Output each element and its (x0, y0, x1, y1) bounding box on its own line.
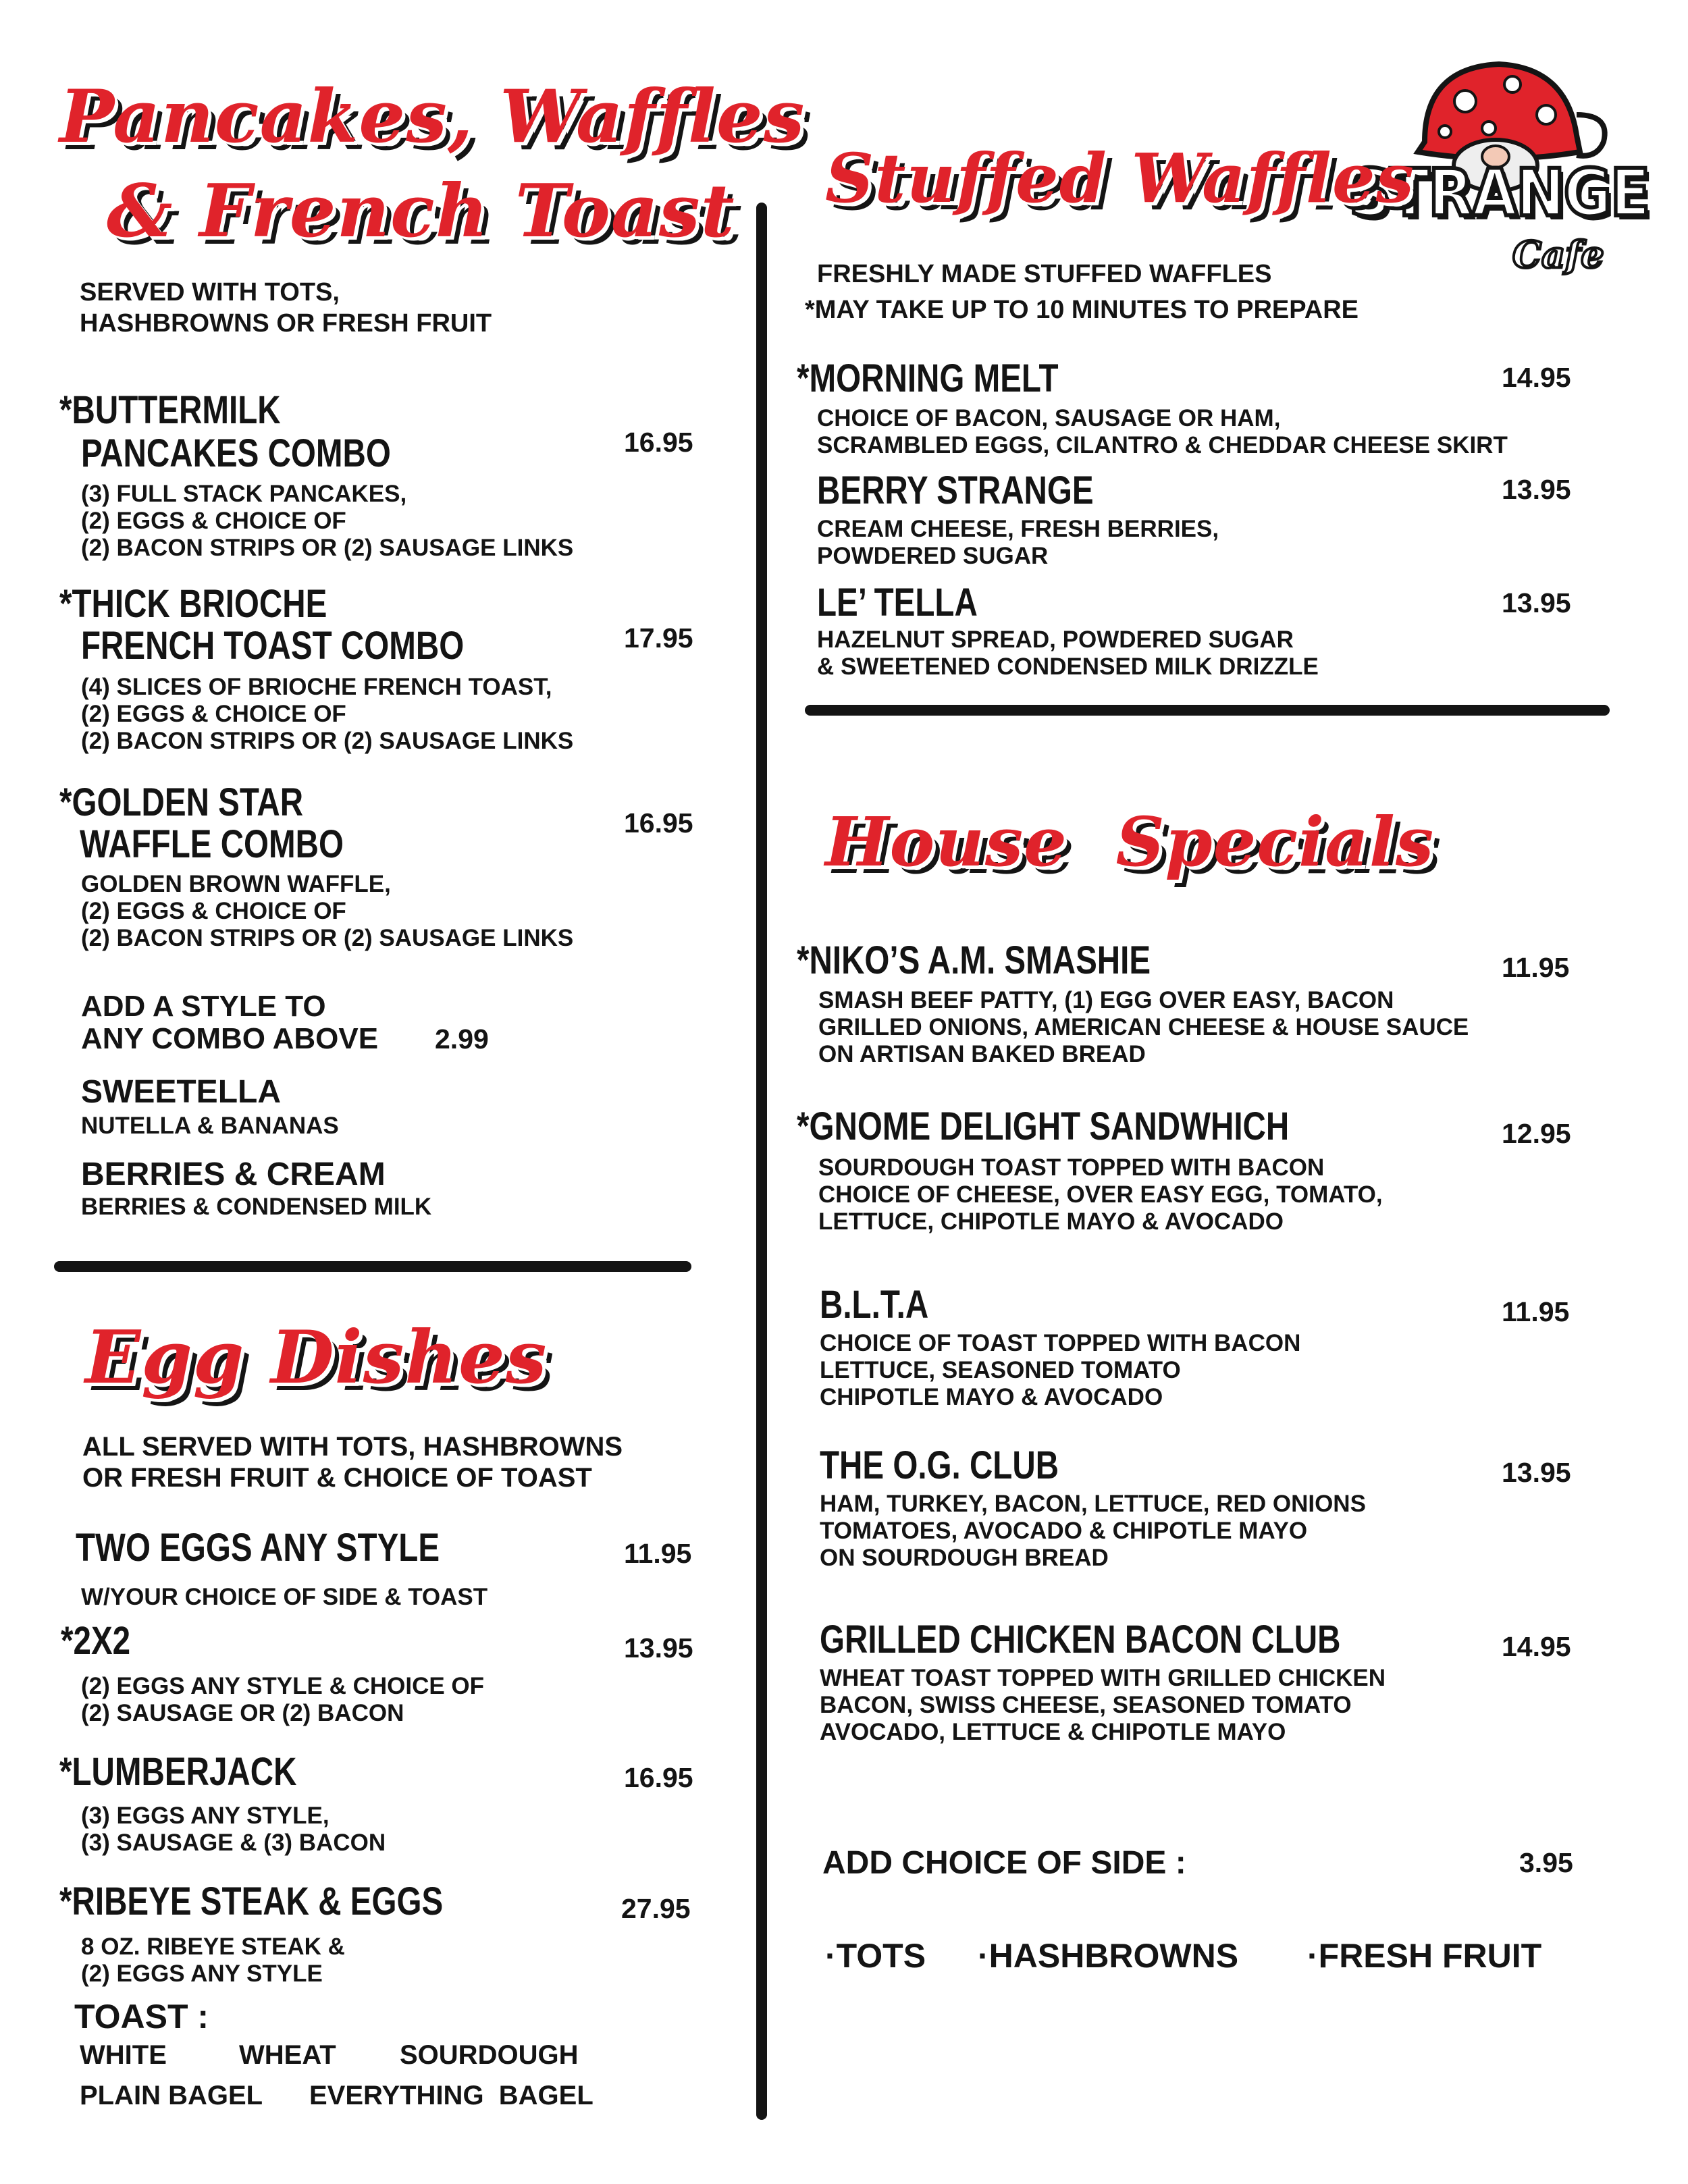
add-side-label: ADD CHOICE OF SIDE : (822, 1845, 1186, 1881)
item-price-buttermilk: 16.95 (624, 427, 693, 458)
item-name-brioche-line2: FRENCH TOAST COMBO (81, 624, 465, 668)
item-desc-waffle: GOLDEN BROWN WAFFLE, (2) EGGS & CHOICE OF (2) BACON STRIPS OR (2) SAUSAGE LINKS (81, 871, 574, 951)
toast-option-plain-bagel: PLAIN BAGEL (80, 2081, 263, 2110)
style-name-berries: BERRIES & CREAM (81, 1156, 386, 1192)
item-desc-brioche: (4) SLICES OF BRIOCHE FRENCH TOAST, (2) EGGS & CHOICE OF (2) BACON STRIPS OR (2) SAUSAGE LINKS (81, 674, 574, 754)
style-desc-berries: BERRIES & CONDENSED MILK (81, 1194, 432, 1220)
item-name-og-club: THE O.G. CLUB (820, 1443, 1059, 1487)
side-option-fresh-fruit: ·FRESH FRUIT (1307, 1937, 1542, 1975)
stuffed-title: Stuffed Waffles (825, 138, 1415, 218)
stuffed-note-line2: *MAY TAKE UP TO 10 MINUTES TO PREPARE (805, 296, 1359, 324)
item-price-le-tella: 13.95 (1502, 587, 1571, 618)
item-name-brioche-line1: *THICK BRIOCHE (59, 582, 327, 626)
item-desc-buttermilk: (3) FULL STACK PANCAKES, (2) EGGS & CHOICE OF (2) BACON STRIPS OR (2) SAUSAGE LINKS (81, 481, 574, 561)
item-name-waffle-line2: WAFFLE COMBO (80, 822, 344, 866)
eggs-served-with: ALL SERVED WITH TOTS, HASHBROWNS OR FRESH FRUIT & CHOICE OF TOAST (82, 1432, 623, 1493)
add-style-line1: ADD A STYLE TO (81, 990, 326, 1023)
style-desc-sweetella: NUTELLA & BANANAS (81, 1113, 339, 1139)
toast-option-white: WHITE (80, 2040, 167, 2070)
item-name-buttermilk-line1: *BUTTERMILK (59, 388, 281, 432)
item-name-smashie: *NIKO’S A.M. SMASHIE (797, 938, 1151, 982)
item-desc-smashie: SMASH BEEF PATTY, (1) EGG OVER EASY, BACON GRILLED ONIONS, AMERICAN CHEESE & HOUSE SAUCE ON ARTISAN BAKED BREAD (818, 987, 1469, 1067)
item-desc-two-eggs: W/YOUR CHOICE OF SIDE & TOAST (81, 1584, 488, 1610)
item-name-waffle-line1: *GOLDEN STAR (59, 780, 304, 824)
item-desc-morning-melt: CHOICE OF BACON, SAUSAGE OR HAM, SCRAMBLED EGGS, CILANTRO & CHEDDAR CHEESE SKIRT (817, 405, 1508, 458)
column-divider (756, 203, 767, 2120)
logo-word: STRANGE (1349, 155, 1650, 231)
item-price-og-club: 13.95 (1502, 1457, 1571, 1488)
item-desc-ribeye: 8 OZ. RIBEYE STEAK & (2) EGGS ANY STYLE (81, 1934, 345, 1987)
add-style-line2: ANY COMBO ABOVE (81, 1022, 379, 1055)
logo-sub: Cafe (1512, 233, 1604, 276)
pancakes-title-line1: Pancakes, Waffles (59, 74, 806, 159)
stuffed-note-line1: FRESHLY MADE STUFFED WAFFLES (817, 260, 1272, 288)
item-desc-og-club: HAM, TURKEY, BACON, LETTUCE, RED ONIONS TOMATOES, AVOCADO & CHIPOTLE MAYO ON SOURDOUGH BREAD (820, 1491, 1366, 1571)
item-desc-2x2: (2) EGGS ANY STYLE & CHOICE OF (2) SAUSAGE OR (2) BACON (81, 1673, 485, 1726)
pancakes-served-with: SERVED WITH TOTS, HASHBROWNS OR FRESH FRUIT (80, 278, 492, 338)
item-name-morning-melt: *MORNING MELT (797, 356, 1059, 400)
style-name-sweetella: SWEETELLA (81, 1074, 281, 1110)
toast-label: TOAST : (74, 1998, 209, 2035)
add-style-price: 2.99 (435, 1023, 489, 1055)
side-option-hashbrowns: ·HASHBROWNS (978, 1937, 1239, 1975)
item-price-waffle: 16.95 (624, 807, 693, 838)
item-price-berry-strange: 13.95 (1502, 474, 1571, 505)
item-name-gnome-delight: *GNOME DELIGHT SANDWHICH (797, 1104, 1290, 1148)
item-price-smashie: 11.95 (1502, 952, 1570, 983)
item-price-grilled-chicken-club: 14.95 (1502, 1631, 1571, 1662)
item-price-gnome-delight: 12.95 (1502, 1118, 1571, 1149)
pancakes-title-line2: & French Toast (107, 169, 735, 254)
add-side-price: 3.95 (1519, 1847, 1573, 1878)
item-name-2x2: *2X2 (61, 1619, 131, 1663)
item-price-morning-melt: 14.95 (1502, 362, 1571, 393)
item-name-berry-strange: BERRY STRANGE (817, 469, 1094, 512)
toast-option-sourdough: SOURDOUGH (400, 2040, 579, 2070)
item-price-2x2: 13.95 (624, 1632, 693, 1663)
item-price-brioche: 17.95 (624, 622, 693, 654)
item-desc-grilled-chicken-club: WHEAT TOAST TOPPED WITH GRILLED CHICKEN BACON, SWISS CHEESE, SEASONED TOMATO AVOCADO, LETTUCE & CHIPOTLE MAYO (820, 1665, 1386, 1745)
toast-option-wheat: WHEAT (239, 2040, 336, 2070)
item-name-buttermilk-line2: PANCAKES COMBO (81, 431, 391, 475)
eggs-title: Egg Dishes (85, 1315, 548, 1400)
section-rule-left (54, 1261, 691, 1272)
item-desc-lumberjack: (3) EGGS ANY STYLE, (3) SAUSAGE & (3) BACON (81, 1803, 386, 1856)
item-desc-blta: CHOICE OF TOAST TOPPED WITH BACON LETTUCE, SEASONED TOMATO CHIPOTLE MAYO & AVOCADO (820, 1330, 1301, 1410)
item-price-ribeye: 27.95 (621, 1893, 691, 1924)
item-desc-berry-strange: CREAM CHEESE, FRESH BERRIES, POWDERED SUGAR (817, 516, 1219, 569)
item-name-ribeye: *RIBEYE STEAK & EGGS (59, 1880, 444, 1923)
item-desc-le-tella: HAZELNUT SPREAD, POWDERED SUGAR & SWEETENED CONDENSED MILK DRIZZLE (817, 627, 1319, 680)
section-rule-right (805, 705, 1610, 716)
item-name-blta: B.L.T.A (820, 1283, 929, 1327)
item-price-lumberjack: 16.95 (624, 1762, 693, 1793)
toast-option-everything-bagel: EVERYTHING BAGEL (309, 2081, 594, 2110)
item-price-two-eggs: 11.95 (624, 1538, 692, 1569)
item-name-two-eggs: TWO EGGS ANY STYLE (76, 1526, 440, 1570)
item-name-lumberjack: *LUMBERJACK (59, 1750, 297, 1794)
house-title: House Specials (825, 802, 1435, 882)
side-option-tots: ·TOTS (825, 1937, 926, 1975)
item-price-blta: 11.95 (1502, 1296, 1570, 1327)
item-desc-gnome-delight: SOURDOUGH TOAST TOPPED WITH BACON CHOICE OF CHEESE, OVER EASY EGG, TOMATO, LETTUCE, CHIPOTLE MAYO & AVOCADO (818, 1154, 1383, 1235)
item-name-le-tella: LE’ TELLA (817, 581, 978, 624)
item-name-grilled-chicken-club: GRILLED CHICKEN BACON CLUB (820, 1618, 1341, 1661)
